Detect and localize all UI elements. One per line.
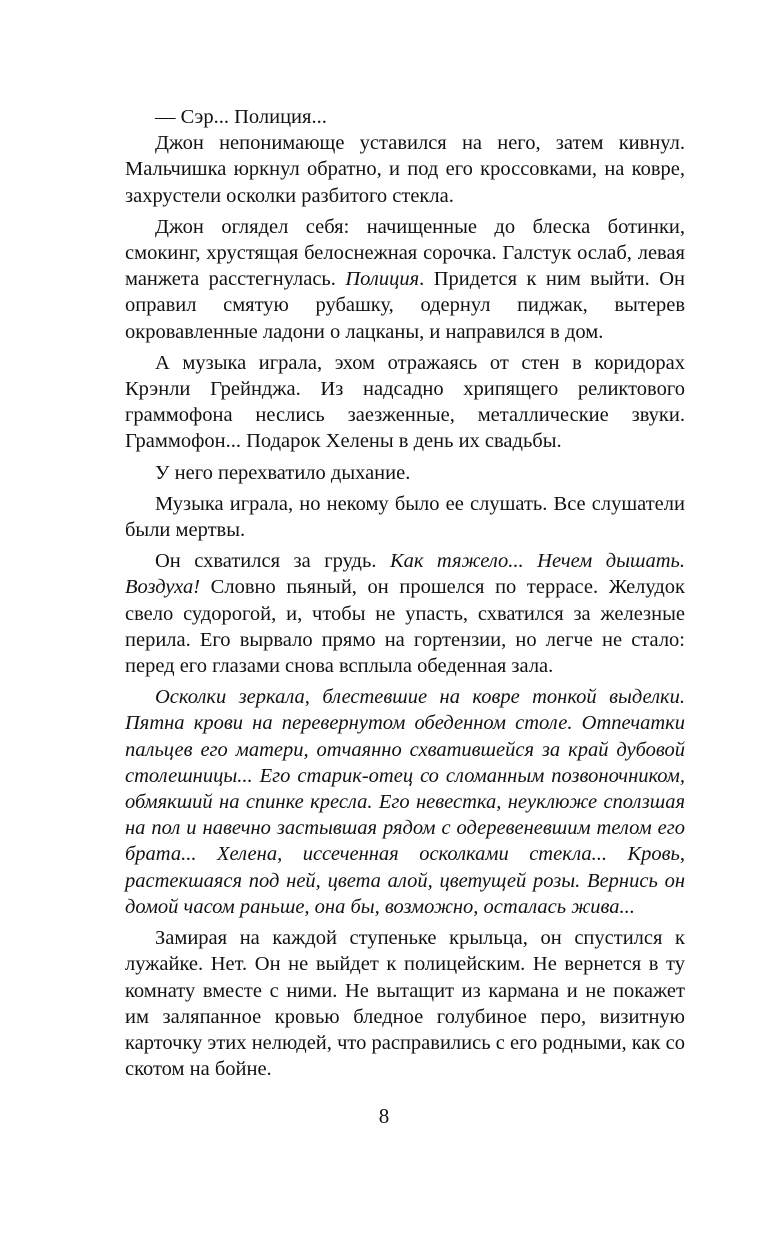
italic-text-run: Полиция [345,268,420,291]
paragraph: Музыка играла, но некому было ее слушать. Все слушатели были мертвы. [125,492,685,542]
paragraph [125,548,685,679]
page-number: 8 [378,1104,390,1128]
text-run: . Придется к ним выйти. Он оправил смятую рубашку, одернул пиджак, вытерев окровавленные ладони о лацканы, и направился в дом. [125,268,686,343]
italic-text-run: Как тяжело... Нечем дышать. Воздуха! [125,550,685,599]
paragraph: А музыка играла, эхом отражаясь от стен в коридорах Крэнли Грейнджа. Из надсадно хрипящего реликтового граммофона неслись заезженные, металлические звуки. Граммофон... Подарок Хелены в день их свадьбы. [125,351,685,453]
italic-text-run: Осколки зеркала, блестевшие на ковре тонкой выделки. Пятна крови на перевернутом обеденном столе. Отпечатки пальцев его матери, отчаянно схватившейся за край дубовой столешницы... Его старик-отец со сломанным позвоночником, обмякший на спинке кресла. Его невестка, неуклюже сползшая на пол и навечно застывшая рядом с одеревеневшим телом его брата... Хелена, иссеченная осколками стекла... Кровь, растекшаяся под ней, цвета алой, цветущей розы. Вернись он домой часом раньше, она бы, возможно, осталась жива... [125,686,685,918]
paragraph: Замирая на каждой ступеньке крыльца, он спустился к лужайке. Нет. Он не выйдет к полицейским. Не вернется в ту комнату вместе с ними. Не вытащит из кармана и не покажет им заляпанное кровью бледное голубиное перо, визитную карточку этих нелюдей, что расправились с его родными, как со скотом на бойне. [125,927,685,1081]
text-run: Джон оглядел себя: начищенные до блеска ботинки, смокинг, хрустящая белоснежная сорочка. Галстук ослаб, левая манжета расстегнулась. [125,215,685,291]
text-run: Словно пьяный, он прошелся по террасе. Желудок свело судорогой, и, чтобы не упасть, схватился за железные перила. Его вырвало прямо на гортензии, но легче не стало: перед его глазами снова всплыла обеденная зала. [125,576,685,678]
paragraph [125,214,685,345]
paragraph: У него перехватило дыхание. [155,461,411,484]
paragraph: — Сэр... Полиция... [155,106,327,128]
italic-paragraph [125,684,685,920]
page-text [125,104,685,1082]
text-run: Он схватился за грудь. [155,550,390,573]
paragraph: Джон непонимающе уставился на него, затем кивнул. Мальчишка юркнул обратно, и под его кроссовками, на ковре, захрустели осколки разбитого стекла. [125,132,685,207]
